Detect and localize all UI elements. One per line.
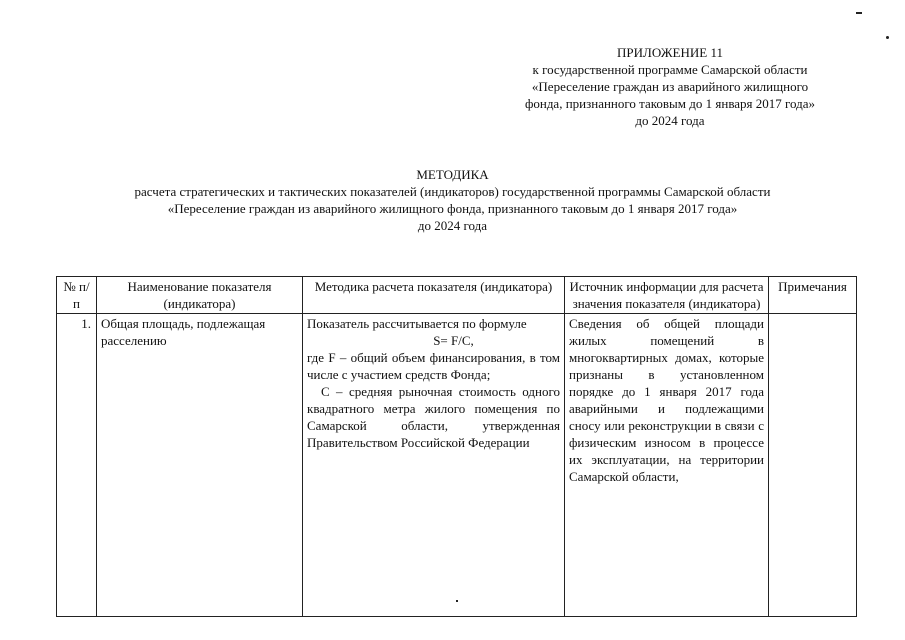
appendix-heading: ПРИЛОЖЕНИЕ 11 — [617, 45, 723, 60]
title-line: расчета стратегических и тактических показателей (индикаторов) государственной программы Самарской области — [134, 184, 771, 199]
document-title — [60, 166, 845, 234]
scan-mark — [856, 12, 862, 14]
table-row — [57, 314, 857, 617]
header-name: Наименование показателя (индикатора) — [97, 277, 303, 314]
row-name: Общая площадь, подлежащая расселению — [97, 314, 303, 617]
title-line: «Переселение граждан из аварийного жилищного фонда, признанного таковым до 1 января 2017 года» — [167, 201, 738, 216]
appendix-line: до 2024 года — [635, 113, 705, 128]
row-number: 1. — [57, 314, 97, 617]
title-heading: МЕТОДИКА — [416, 167, 489, 182]
method-formula: S= F/C, — [433, 333, 474, 348]
header-source: Источник информации для расчета значения показателя (индикатора) — [565, 277, 769, 314]
header-notes: Примечания — [769, 277, 857, 314]
appendix-line: фонда, признанного таковым до 1 января 2017 года» — [524, 96, 816, 111]
indicator-table — [56, 276, 857, 617]
method-f-definition: где F – общий объем финансирования, в том числе с участием средств Фонда; — [307, 350, 560, 382]
scan-mark — [456, 600, 458, 602]
appendix-line: к государственной программе Самарской области — [532, 62, 808, 77]
scan-mark — [886, 36, 889, 39]
title-line: до 2024 года — [417, 218, 488, 233]
appendix-header — [470, 44, 870, 129]
row-notes — [769, 314, 857, 617]
header-number: № п/п — [57, 277, 97, 314]
table-header-row — [57, 277, 857, 314]
row-source — [565, 314, 769, 617]
source-text: Сведения об общей площади жилых помещений в многоквартирных домах, которые признаны в установленном порядке до 1 января 2017 года аварийными и подлежащими сносу или реконструкции в связи с физическим износом в процессе их эксплуатации, на территории Самарской области, — [569, 316, 764, 484]
row-method — [303, 314, 565, 617]
method-c-definition: С – средняя рыночная стоимость одного квадратного метра жилого помещения по Самарской области, утвержденная Правительством Российской Федерации — [307, 384, 560, 450]
header-method: Методика расчета показателя (индикатора) — [303, 277, 565, 314]
method-intro: Показатель рассчитывается по формуле — [307, 316, 527, 331]
appendix-line: «Переселение граждан из аварийного жилищного — [531, 79, 809, 94]
